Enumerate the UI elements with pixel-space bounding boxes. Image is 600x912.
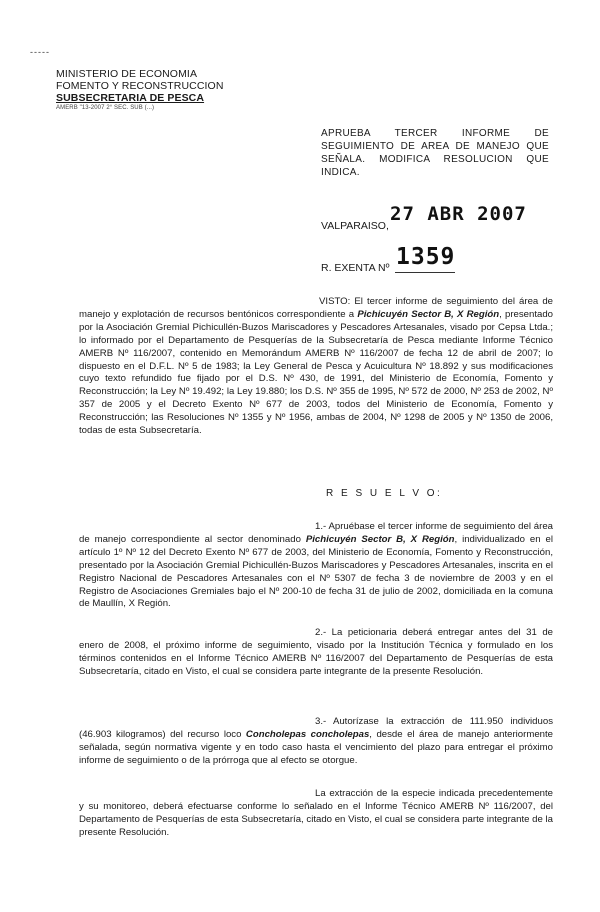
article-3 bbox=[79, 716, 553, 768]
date-stamp: 27 ABR 2007 bbox=[390, 203, 527, 225]
article-1 bbox=[79, 521, 553, 611]
article-1-text: 1.- Apruébase el tercer informe de seguimiento del área de manejo correspondiente al sector denominado bbox=[79, 521, 553, 545]
resolution-number: 1359 bbox=[396, 244, 456, 270]
article-3-species: Concholepas concholepas bbox=[245, 728, 370, 740]
ministry-line: MINISTERIO DE ECONOMIA bbox=[56, 68, 198, 80]
article-1-rest: , individualizado en el artículo 1º Nº 12 del Decreto Exento Nº 677 de 2003, del Ministerio de Economía, Fomento y Reconstrucción, presentado por la Asociación Gremial Pichicullén-Buzos Mariscadores y Pescadores Artesanales, inscrita en el Registro Nacional de Pescadores Artesanales con el Nº 5307 de fecha 3 de noviembre de 2003 y en el Registro de Asociaciones Gremiales bajo el Nº 200-10 de fecha 31 de julio de 2002, domiciliada en la comuna de Maullín, X Región. bbox=[79, 533, 553, 610]
resolution-label: R. EXENTA Nº bbox=[321, 262, 390, 274]
corner-mark: ----- bbox=[30, 47, 50, 57]
resolution-underline bbox=[395, 272, 455, 273]
ministry-line-2: FOMENTO Y RECONSTRUCCION bbox=[56, 80, 224, 92]
visto-paragraph bbox=[79, 296, 553, 438]
article-1-sector: Pichicuyén Sector B, X Región bbox=[305, 533, 455, 545]
article-3-continuation: La extracción de la especie indicada precedentemente y su monitoreo, deberá efectuarse conforme lo señalado en el Informe Técnico AMERB Nº 116/2007, del Departamento de Pesquerías de esta Subsecretaría, citado en Visto, el cual se considera parte integrante de la presente Resolución. bbox=[79, 788, 553, 838]
place-label: VALPARAISO, bbox=[321, 220, 389, 232]
resuelvo-heading: R E S U E L V O: bbox=[326, 488, 443, 499]
visto-sector: Pichicuyén Sector B, X Región bbox=[357, 308, 500, 320]
subsecretaria-line: SUBSECRETARIA DE PESCA bbox=[56, 92, 205, 104]
article-3-text: 3.- Autorízase la extracción de 111.950 individuos (46.903 kilogramos) del recurso loco bbox=[79, 716, 553, 740]
visto-rest: , presentado por la Asociación Gremial Pichicullén-Buzos Mariscadores y Pescadores Artesanales, visado por Cepsa Ltda.; lo informado por el Departamento de Pesquerías de la Subsecretaría de Pesca mediante Informe Técnico AMERB Nº 116/2007, contenido en Memorándum AMERB Nº 116/2007 de fecha 12 de abril de 2007; lo dispuesto en el D.F.L. Nº 5 de 1983; la Ley General de Pesca y Acuicultura Nº 18.892 y sus modificaciones cuyo texto refundido fue fijado por el D.S. Nº 430, de 1991, del Ministerio de Economía, Fomento y Reconstrucción; la Ley Nº 19.492; la Ley 19.880; los D.S. Nº 355 de 1995, Nº 572 de 2000, Nº 253 de 2002, Nº 357 de 2005 y el Decreto Exento Nº 677 de 2003, todos del Ministerio de Economía, Fomento y Reconstrucción; las Resoluciones Nº 1355 y Nº 1956, ambas de 2004, Nº 1298 de 2005 y Nº 1350 de 2006, todas de esta Subsecretaría. bbox=[79, 308, 554, 437]
visto-text: VISTO: El tercer informe de seguimiento del área de manejo y explotación de recursos bentónicos correspondiente a bbox=[79, 296, 553, 320]
document-title: APRUEBA TERCER INFORME DE SEGUIMIENTO DE AREA DE MANEJO QUE SEÑALA. MODIFICA RESOLUCION QUE INDICA. bbox=[321, 128, 549, 178]
amerb-reference: AMERB "13-2007 2° SEC. SUB (...) bbox=[56, 105, 155, 111]
letterhead bbox=[56, 68, 256, 112]
article-3-rest: , desde el área de manejo anteriormente señalada, según normativa vigente y en todo caso hasta el vencimiento del plazo para entregar el próximo informe de seguimiento o de la prórroga que al efecto se otorgue. bbox=[79, 728, 553, 766]
article-2: 2.- La peticionaria deberá entregar antes del 31 de enero de 2008, el próximo informe de seguimiento, visado por la Institución Técnica y formulado en los términos contenidos en el Informe Técnico AMERB Nº 116/2007 del Departamento de Pesquerías de esta Subsecretaría, citado en Visto, el cual se considera parte integrante de la presente Resolución. bbox=[79, 627, 553, 677]
